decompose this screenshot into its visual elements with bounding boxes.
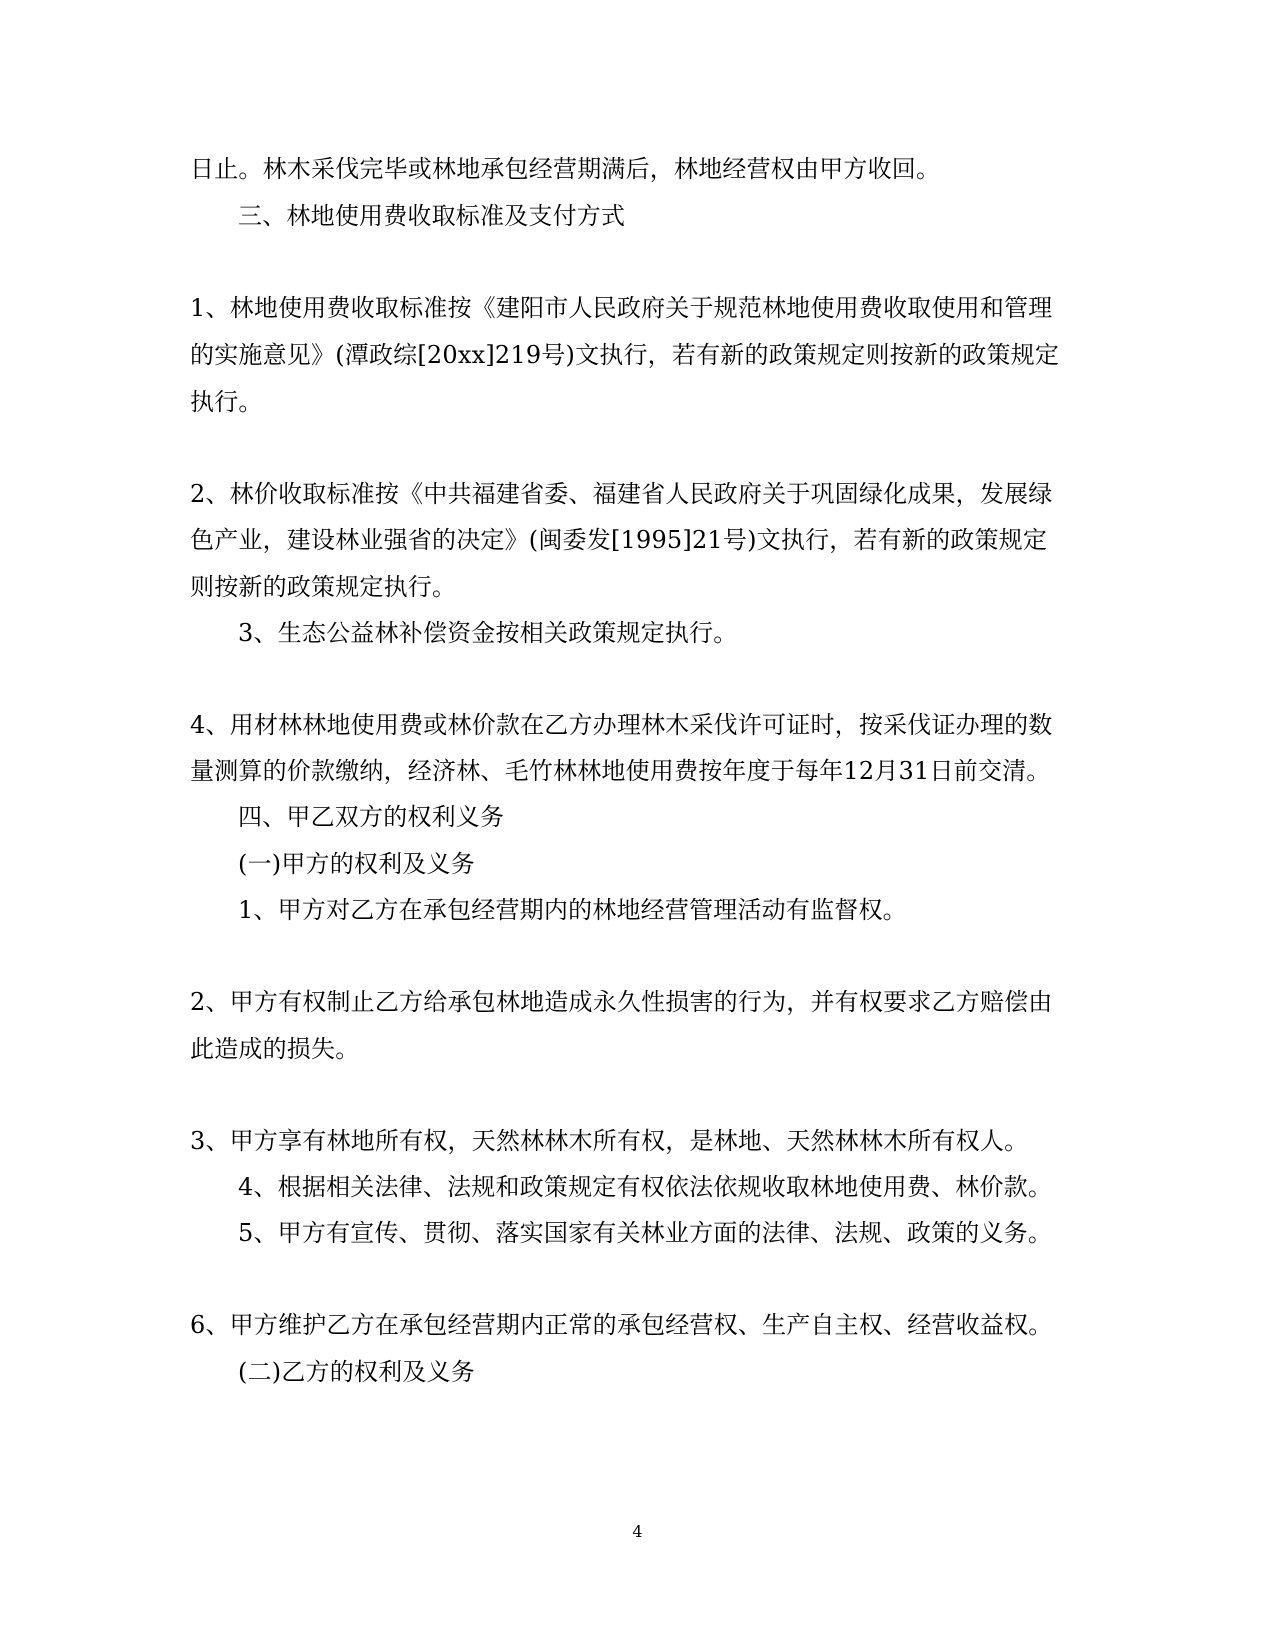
text-line: 3、甲方享有林地所有权，天然林林木所有权，是林地、天然林林木所有权人。 (190, 1127, 1029, 1155)
text-line: 2、林价收取标准按《中共福建省委、福建省人民政府关于巩固绿化成果，发展绿 (190, 480, 1053, 508)
text-line: 色产业，建设林业强省的决定》(闽委发[1995]21号)文执行，若有新的政策规定 (190, 526, 1048, 554)
page-number: 4 (632, 1522, 643, 1541)
text-line: 6、甲方维护乙方在承包经营期内正常的承包经营权、生产自主权、经营收益权。 (190, 1311, 1053, 1339)
text-line: 4、根据相关法律、法规和政策规定有权依法依规收取林地使用费、林价款。 (238, 1173, 1053, 1201)
text-line: 则按新的政策规定执行。 (190, 573, 457, 601)
text-line: 5、甲方有宣传、贯彻、落实国家有关林业方面的法律、法规、政策的义务。 (238, 1219, 1053, 1247)
section-heading: 三、林地使用费收取标准及支付方式 (238, 202, 626, 230)
text-line: 的实施意见》(潭政综[20xx]219号)文执行，若有新的政策规定则按新的政策规定 (190, 341, 1060, 369)
text-line: 1、林地使用费收取标准按《建阳市人民政府关于规范林地使用费收取使用和管理 (190, 294, 1053, 322)
subsection-heading: (一)甲方的权利及义务 (238, 850, 475, 878)
subsection-heading: (二)乙方的权利及义务 (238, 1358, 475, 1386)
text-line: 3、生态公益林补偿资金按相关政策规定执行。 (238, 619, 738, 647)
text-line: 4、用材林林地使用费或林价款在乙方办理林木采伐许可证时，按采伐证办理的数 (190, 711, 1053, 739)
section-heading: 四、甲乙双方的权利义务 (238, 803, 505, 831)
text-line: 执行。 (190, 388, 263, 416)
text-line: 1、甲方对乙方在承包经营期内的林地经营管理活动有监督权。 (238, 896, 907, 924)
text-line: 日止。林木采伐完毕或林地承包经营期满后，林地经营权由甲方收回。 (190, 155, 941, 183)
text-line: 2、甲方有权制止乙方给承包林地造成永久性损害的行为，并有权要求乙方赔偿由 (190, 988, 1053, 1016)
text-line: 量测算的价款缴纳，经济林、毛竹林林地使用费按年度于每年12月31日前交清。 (190, 757, 1051, 785)
text-line: 此造成的损失。 (190, 1035, 360, 1063)
